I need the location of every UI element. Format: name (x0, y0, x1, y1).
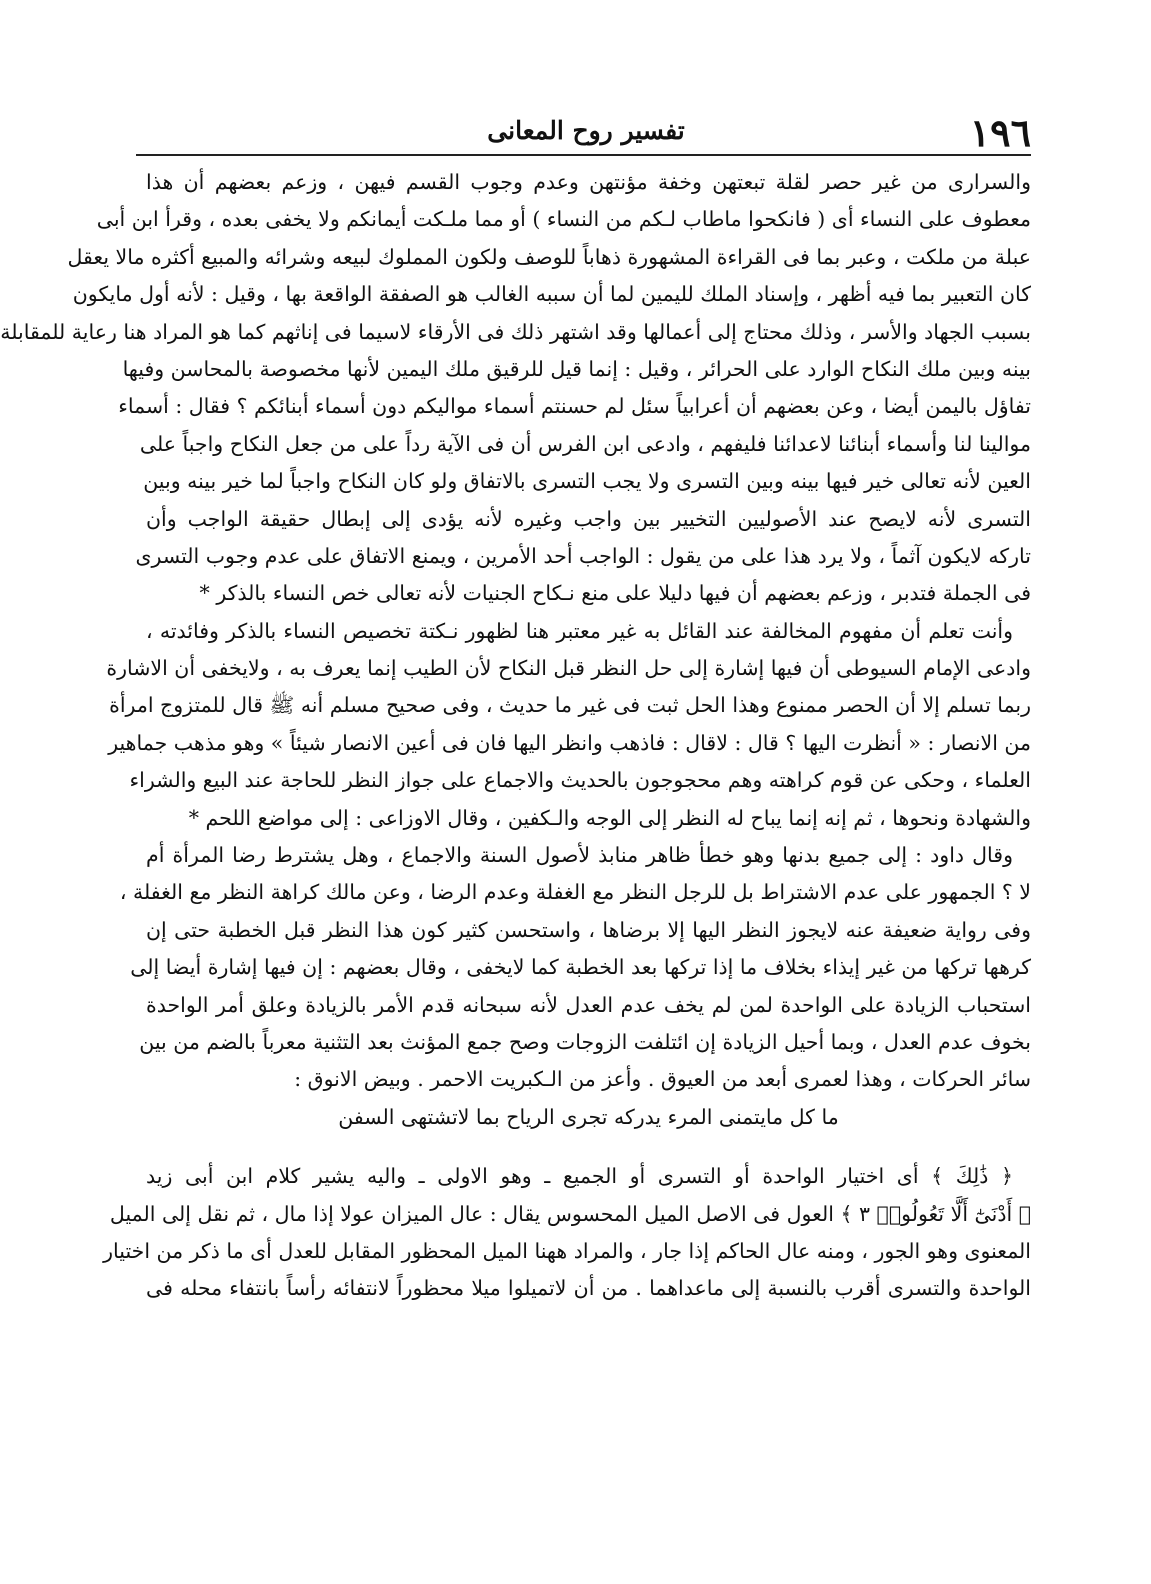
text-line: ﴿ أَدْنَىٰٓ أَلَّا تَعُولُوا۟ ٣ ﴾ العول فى الاصل الميل المحسوس يقال : عال الميزان عولا إذا مال ، ثم نقل إلى الميل (109, 1201, 1031, 1226)
text-line: بينه وبين ملك النكاح الوارد على الحرائر ، وقيل : إنما قيل للرقيق ملك اليمين لأنها مخصوصة بالمحاسن وفيها (122, 356, 1031, 381)
text-line: سائر الحركات ، وهذا لعمرى أبعد من العيوق . وأعز من الـكبريت الاحمر . وبيض الانوق : (294, 1067, 1031, 1092)
text-line: فى الجملة فتدبر ، وزعم بعضهم أن فيها دليلا على منع نـكاح الجنيات لأنه تعالى خص النساء بالذكر * (199, 581, 1031, 606)
text-line: والشهادة ونحوها ، ثم إنه إنما يباح له النظر إلى الوجه والـكفين ، وقال الاوزاعى : إلى مواضع اللحم * (188, 805, 1031, 830)
text-line: الواحدة والتسرى أقرب بالنسبة إلى ماعداهما . من أن لاتميلوا ميلا محظوراً لانتفائه رأساً بانتفاء محله فى (146, 1276, 1031, 1301)
poetry-verse: ما كل مايتمنى المرء يدركه تجرى الرياح بما لاتشتهى السفن (338, 1104, 839, 1129)
text-line: وأنت تعلم أن مفهوم المخالفة عند القائل به غير معتبر هنا لظهور نـكتة تخصيص النساء بالذكر وفائدته ، (146, 618, 1013, 643)
text-line: استحباب الزيادة على الواحدة لمن لم يخف عدم العدل لأنه سبحانه قدم الأمر بالزيادة وعلق أمر الواحدة (146, 992, 1031, 1017)
text-line: العين لأنه تعالى خير فيها بينه وبين التسرى ولا يجب التسرى بالاتفاق ولو كان النكاح واجباً لما خير بينه وبين (143, 469, 1031, 494)
header-rule (136, 154, 1031, 156)
text-line: من الانصار : « أنظرت اليها ؟ قال : لاقال : فاذهب وانظر اليها فان فى أعين الانصار شيئاً » وهو مذهب جماهير (108, 730, 1031, 755)
text-line: معطوف على النساء أى ( فانكحوا ماطاب لـكم من النساء ) أو مما ملـكت أيمانكم ولا يخفى بعده ، وقرأ ابن أبى (96, 207, 1031, 232)
text-line: ربما تسلم إلا أن الحصر ممنوع وهذا الحل ثبت فى غير ما حديث ، وفى صحيح مسلم أنه ﷺ قال للمتزوج امرأة (109, 693, 1031, 718)
text-line: والسرارى من غير حصر لقلة تبعتهن وخفة مؤنتهن وعدم وجوب القسم فيهن ، وزعم بعضهم أن هذا (146, 170, 1031, 194)
text-line: موالينا لنا وأسماء أبنائنا لاعدائنا فليفهم ، وادعى ابن الفرس أن فى الآية رداً على من جعل النكاح واجباً على (139, 431, 1031, 456)
text-line: لا ؟ الجمهور على عدم الاشتراط بل للرجل النظر مع الغفلة وعدم الرضا ، وعن مالك كراهة النظر مع الغفلة ، (119, 880, 1031, 905)
text-line: كان التعبير بما فيه أظهر ، وإسناد الملك لليمين لما أن سببه الغالب هو الصفقة الواقعة بها ، وقيل : لأنه أول مايكون (72, 282, 1031, 307)
page-header (141, 110, 1031, 158)
page-body (0, 164, 1031, 1308)
text-line: التسرى لأنه لايصح عند الأصوليين التخيير بين واجب وغيره لأنه يؤدى إلى إبطال حقيقة الواجب وأن (146, 506, 1031, 531)
text-line: وادعى الإمام السيوطى أن فيها إشارة إلى حل النظر قبل النكاح لأن الطيب إنما يعرف به ، ولايخفى أن الاشارة (106, 656, 1031, 681)
text-line: المعنوى وهو الجور ، ومنه عال الحاكم إذا جار ، والمراد ههنا الميل المحظور المقابل للعدل أى ما ذكر من اختيار (103, 1238, 1031, 1263)
page-number: ١٩٦ (969, 110, 1031, 155)
section-gap (146, 1136, 1031, 1158)
text-line: العلماء ، وحكى عن قوم كراهته وهم محجوجون بالحديث والاجماع على جواز النظر للحاجة عند البيع والشراء (129, 768, 1031, 793)
text-line: بسبب الجهاد والأسر ، وذلك محتاج إلى أعمالها وقد اشتهر ذلك فى الأرقاء لاسيما فى إناثهم كما هو المراد هنا رعاية للمقابلة (0, 319, 1031, 344)
text-line: تاركه لايكون آثماً ، ولا يرد هذا على من يقول : الواجب أحد الأمرين ، ويمنع الاتفاق على عدم وجوب التسرى (135, 543, 1031, 568)
text-line: وقال داود : إلى جميع بدنها وهو خطأ ظاهر منابذ لأصول السنة والاجماع ، وهل يشترط رضا المرأة أم (146, 843, 1013, 868)
text-line: وفى رواية ضعيفة عنه لايجوز النظر اليها إلا برضاها ، واستحسن كثير كون هذا النظر قبل الخطبة حتى إن (146, 917, 1031, 942)
text-line: كرهها تركها من غير إيذاء بخلاف ما إذا تركها بعد الخطبة كما لايخفى ، وقال بعضهم : إن فيها إشارة أيضا إلى (130, 955, 1031, 980)
text-line: ﴿ ذَٰلِكَ ﴾ أى اختيار الواحدة أو التسرى أو الجميع ـ وهو الاولى ـ واليه يشير كلام ابن أبى زيد (146, 1164, 1013, 1189)
running-title: تفسير روح المعانى (487, 116, 685, 145)
text-line: عبلة من ملكت ، وعبر بما فى القراءة المشهورة ذهاباً للوصف ولكون المملوك لبيعه وشرائه والمبيع أكثره مالا يعقل (67, 244, 1031, 269)
text-line: تفاؤل باليمن أيضا ، وعن بعضهم أن أعرابياً سئل لم حسنتم أسماء مواليكم دون أسماء أبنائكم ؟ فقال : أسماء (118, 394, 1031, 419)
text-line: بخوف عدم العدل ، وبما أحيل الزيادة إن ائتلفت الزوجات وصح جمع المؤنث بعد التثنية معرباً بالضم من بين (139, 1029, 1031, 1054)
